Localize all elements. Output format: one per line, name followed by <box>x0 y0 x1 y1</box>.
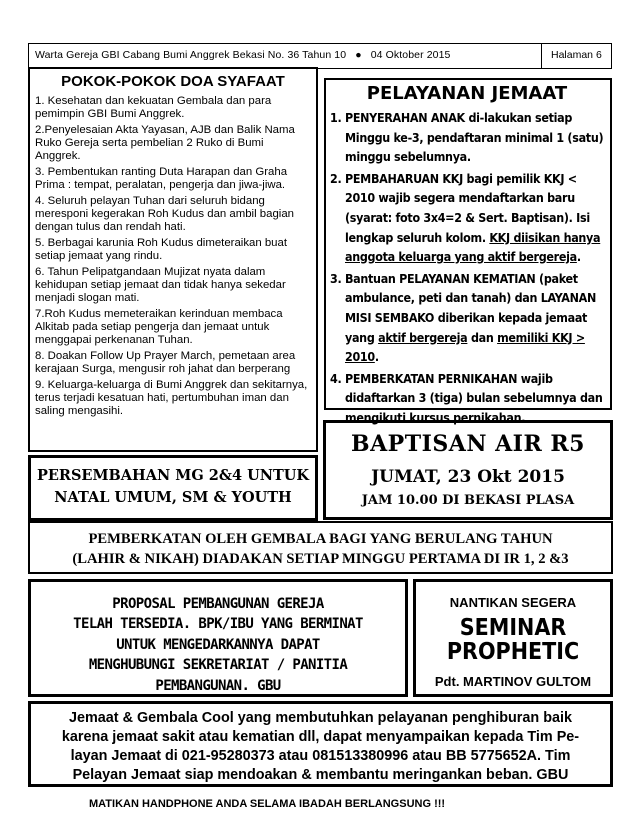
proposal-line: PEMBANGUNAN. GBU <box>155 677 281 694</box>
prayer-item: 3. Pembentukan ranting Duta Harapan dan Graha Prima : tempat, peralatan, pengerja dan jiwa-jiwa. <box>35 166 288 191</box>
offering-box <box>28 455 318 521</box>
proposal-text <box>31 594 405 696</box>
pastoral-care-line: Jemaat & Gembala Cool yang membutuhkan pelayanan penghiburan baik <box>69 710 572 726</box>
kkj-renewal-text: 2. PEMBAHARUAN KKJ bagi pemilik KKJ < 2010 wajib segera mendaftarkan baru (syarat: foto 3x4=2 & Sert. Baptisan). Isi lengkap seluruh kolom. <box>330 170 590 245</box>
building-proposal-box <box>28 579 408 697</box>
header-publication-title: Warta Gereja GBI Cabang Bumi Anggrek Bekasi No. 36 Tahun 10 <box>35 49 347 61</box>
page-header <box>28 43 612 69</box>
prayer-item: 5. Berbagai karunia Roh Kudus dimeteraikan buat setiap jemaat yang rindu. <box>35 237 288 262</box>
offering-text <box>31 465 315 509</box>
header-publication <box>35 49 450 61</box>
offering-line-2: NATAL UMUM, SM & YOUTH <box>54 489 292 506</box>
services-title: PELAYANAN JEMAAT <box>366 83 568 104</box>
service-item-child-dedication: 1. PENYERAHAN ANAK di-lakukan setiap Minggu ke-3, pendaftaran minimal 1 (satu) minggu sebelumnya. <box>330 110 604 165</box>
baptism-time-place: JAM 10.00 DI BEKASI PLASA <box>361 493 575 508</box>
prayer-item: 1. Kesehatan dan kekuatan Gembala dan para pemimpin GBI Bumi Anggrek. <box>35 95 272 120</box>
baptism-date: JUMAT, 23 Okt 2015 <box>371 467 565 487</box>
funeral-aid-join: dan <box>467 329 498 345</box>
service-item-funeral-aid <box>330 269 604 367</box>
blessing-text <box>30 529 611 569</box>
header-date: 04 Oktober 2015 <box>370 49 451 61</box>
proposal-line: TELAH TERSEDIA. BPK/IBU YANG BERMINAT <box>73 616 363 633</box>
seminar-speaker: Pdt. MARTINOV GULTOM <box>434 674 592 689</box>
prayer-item: 9. Keluarga-keluarga di Bumi Anggrek dan sekitarnya, terus terjadi kesatuan hati, pertumbuhan iman dan saling mengasihi. <box>35 379 308 417</box>
offering-line-1: PERSEMBAHAN MG 2&4 UNTUK <box>36 467 310 484</box>
funeral-aid-underlined-2: memiliki KKJ > 2010 <box>345 329 585 365</box>
seminar-title-line-1: SEMINAR <box>459 615 567 641</box>
page-number: Halaman 6 <box>551 49 602 61</box>
funeral-aid-underlined-1: aktif bergereja <box>378 329 468 345</box>
pastoral-care-text <box>35 709 606 785</box>
blessing-line-1: PEMBERKATAN OLEH GEMBALA BAGI YANG BERULANG TAHUN <box>88 531 553 547</box>
header-divider <box>541 44 542 68</box>
proposal-line: UNTUK MENGEDARKANNYA DAPAT <box>116 636 320 653</box>
prayer-points-title: POKOK-POKOK DOA SYAFAAT <box>61 73 285 90</box>
baptism-title: BAPTISAN AIR R5 <box>351 431 585 457</box>
funeral-aid-text: 3. Bantuan PELAYANAN KEMATIAN (paket ambulance, peti dan tanah) dan LAYANAN MISI SEMBAKO diberikan kepada jemaat yang <box>330 270 596 345</box>
seminar-box <box>413 579 613 697</box>
seminar-title <box>416 616 610 664</box>
pastoral-care-line: karena jemaat sakit atau kematian dll, dapat menyampaikan kepada Tim Pe- <box>61 729 580 745</box>
kkj-renewal-end: . <box>576 249 581 265</box>
pastoral-care-line: layan Jemaat di 021-95280373 atau 081513380996 atau BB 5775652A. Tim <box>70 748 571 764</box>
prayer-item: 6. Tahun Pelipatgandaan Mujizat nyata dalam kehidupan setiap jemaat dan tidak hanya sekedar menjadi slogan mati. <box>35 266 286 304</box>
seminar-title-line-2: PROPHETIC <box>446 639 580 665</box>
prayer-item: 4. Seluruh pelayan Tuhan dari seluruh bidang meresponi kegerakan Roh Kudus dan ambil bagian dengan tulus dan rendah hati. <box>35 195 294 233</box>
prayer-points-box <box>28 67 318 452</box>
pastoral-care-box <box>28 701 613 787</box>
prayer-item: 2.Penyelesaian Akta Yayasan, AJB dan Balik Nama Ruko Gereja serta pembelian 2 Ruko di Bumi Anggrek. <box>35 124 295 162</box>
seminar-intro: NANTIKAN SEGERA <box>449 595 577 610</box>
proposal-line: PROPOSAL PEMBANGUNAN GEREJA <box>112 596 324 612</box>
proposal-line: MENGHUBUNGI SEKRETARIAT / PANITIA <box>88 657 348 674</box>
birthday-blessing-box <box>28 521 613 574</box>
blessing-line-2: (LAHIR & NIKAH) DIADAKAN SETIAP MINGGU PERTAMA DI IR 1, 2 &3 <box>72 551 569 567</box>
funeral-aid-end: . <box>374 349 379 365</box>
phone-notice: MATIKAN HANDPHONE ANDA SELAMA IBADAH BERLANGSUNG !!! <box>89 798 446 810</box>
prayer-item: 8. Doakan Follow Up Prayer March, pemetaan area kerajaan Surga, mengusir roh jahat dan berperang <box>35 350 296 375</box>
congregation-services-box <box>324 78 612 425</box>
pastoral-care-line: Pelayan Jemaat siap mendoakan & membantu meringankan beban. GBU <box>72 767 569 783</box>
prayer-item: 7.Roh Kudus memeteraikan kerinduan membaca Alkitab pada setiap pengerja dan jemaat untuk menggapai perkenanan Tuhan. <box>35 308 283 346</box>
kkj-renewal-underlined: KKJ diisikan hanya anggota keluarga yang aktif bergereja <box>345 229 601 265</box>
header-bullet: ● <box>355 49 362 61</box>
water-baptism-box <box>323 420 613 520</box>
service-item-wedding: 4. PEMBERKATAN PERNIKAHAN wajib didaftarkan 3 (tiga) bulan sebelumnya dan mengikuti kursus pernikahan. <box>330 370 603 425</box>
service-item-kkj-renewal <box>330 169 604 267</box>
